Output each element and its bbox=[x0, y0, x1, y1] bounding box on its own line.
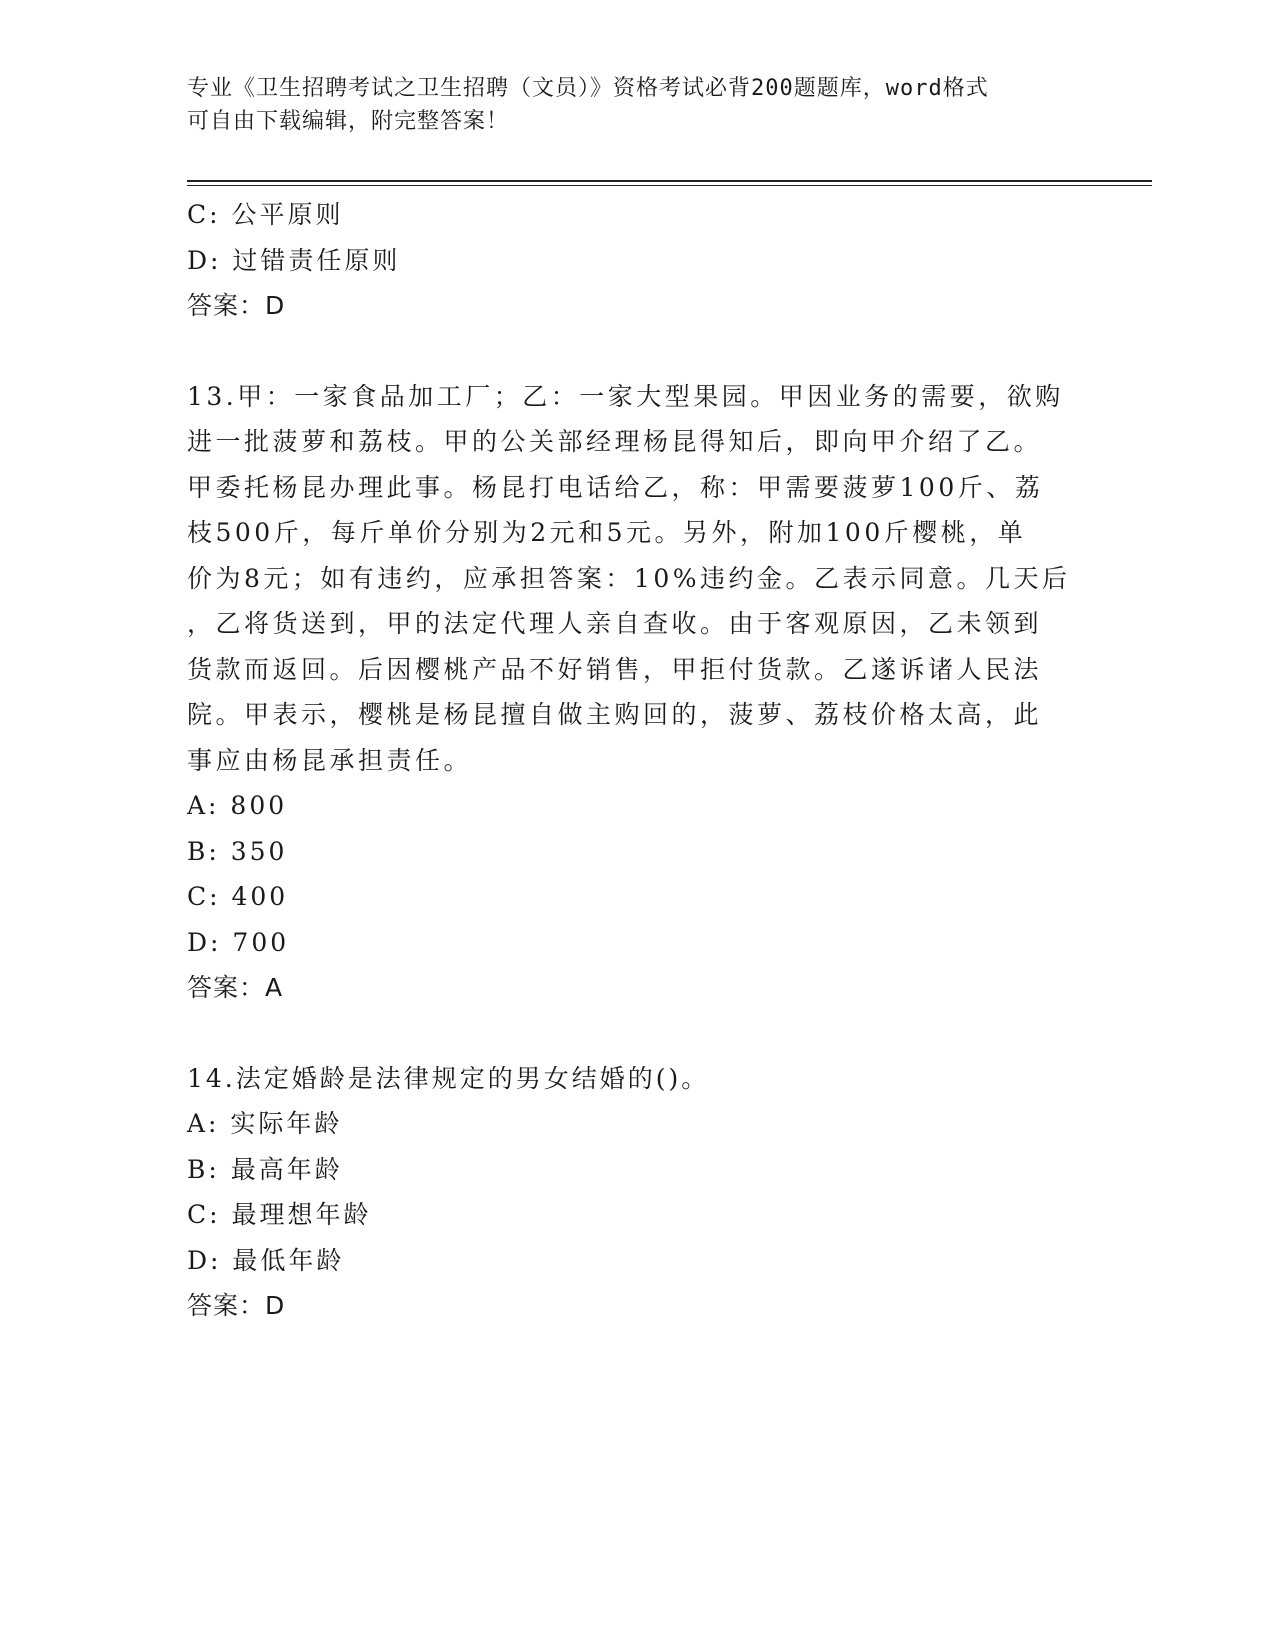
option-b: B: 最高年龄 bbox=[187, 1154, 343, 1184]
document-body bbox=[187, 192, 1087, 1329]
spacer bbox=[187, 1011, 1087, 1056]
stem-line: 13.甲：一家食品加工厂；乙：一家大型果园。甲因业务的需要，欲购 bbox=[187, 381, 1064, 411]
stem-line: 事应由杨昆承担责任。 bbox=[187, 745, 473, 775]
stem-line: ，乙将货送到，甲的法定代理人亲自查收。由于客观原因，乙未领到 bbox=[187, 609, 1043, 638]
header-line-1: 专业《卫生招聘考试之卫生招聘（文员）》资格考试必背200题题库，word格式 bbox=[187, 76, 989, 101]
stem-line: 价为8元；如有违约，应承担答案：10%违约金。乙表示同意。几天后 bbox=[187, 563, 1071, 593]
stem-line: 院。甲表示，樱桃是杨昆擅自做主购回的，菠萝、荔枝价格太高，此 bbox=[187, 700, 1043, 729]
option-c: C: 最理想年龄 bbox=[187, 1200, 372, 1229]
question-14 bbox=[187, 1056, 1087, 1329]
answer-line: 答案：D bbox=[187, 291, 286, 320]
option-a: A: 800 bbox=[187, 791, 288, 820]
question-stem bbox=[187, 374, 1087, 784]
option-c: C: 公平原则 bbox=[187, 200, 344, 229]
stem-line: 进一批菠萝和荔枝。甲的公关部经理杨昆得知后，即向甲介绍了乙。 bbox=[187, 427, 1043, 456]
option-d: D: 最低年龄 bbox=[187, 1245, 345, 1275]
stem-line: 货款而返回。后因樱桃产品不好销售，甲拒付货款。乙遂诉诸人民法 bbox=[187, 654, 1043, 684]
option-d: D: 700 bbox=[187, 927, 290, 957]
answer-line: 答案：D bbox=[187, 1291, 286, 1320]
option-c: C: 400 bbox=[187, 882, 289, 911]
prev-question bbox=[187, 192, 1087, 329]
spacer bbox=[187, 329, 1087, 374]
answer-line: 答案：A bbox=[187, 973, 284, 1002]
document-header bbox=[187, 72, 1067, 138]
question-stem: 14.法定婚龄是法律规定的男女结婚的()。 bbox=[187, 1063, 710, 1093]
header-line-2: 可自由下载编辑，附完整答案！ bbox=[187, 109, 510, 134]
stem-line: 甲委托杨昆办理此事。杨昆打电话给乙，称：甲需要菠萝100斤、荔 bbox=[187, 472, 1044, 502]
option-a: A: 实际年龄 bbox=[187, 1109, 343, 1138]
stem-line: 枝500斤，每斤单价分别为2元和5元。另外，附加100斤樱桃，单 bbox=[187, 518, 1027, 547]
header-rule-thick bbox=[187, 180, 1152, 182]
option-b: B: 350 bbox=[187, 836, 288, 866]
option-d: D: 过错责任原则 bbox=[187, 245, 401, 275]
question-13 bbox=[187, 374, 1087, 1011]
header-rule-thin bbox=[187, 185, 1152, 186]
